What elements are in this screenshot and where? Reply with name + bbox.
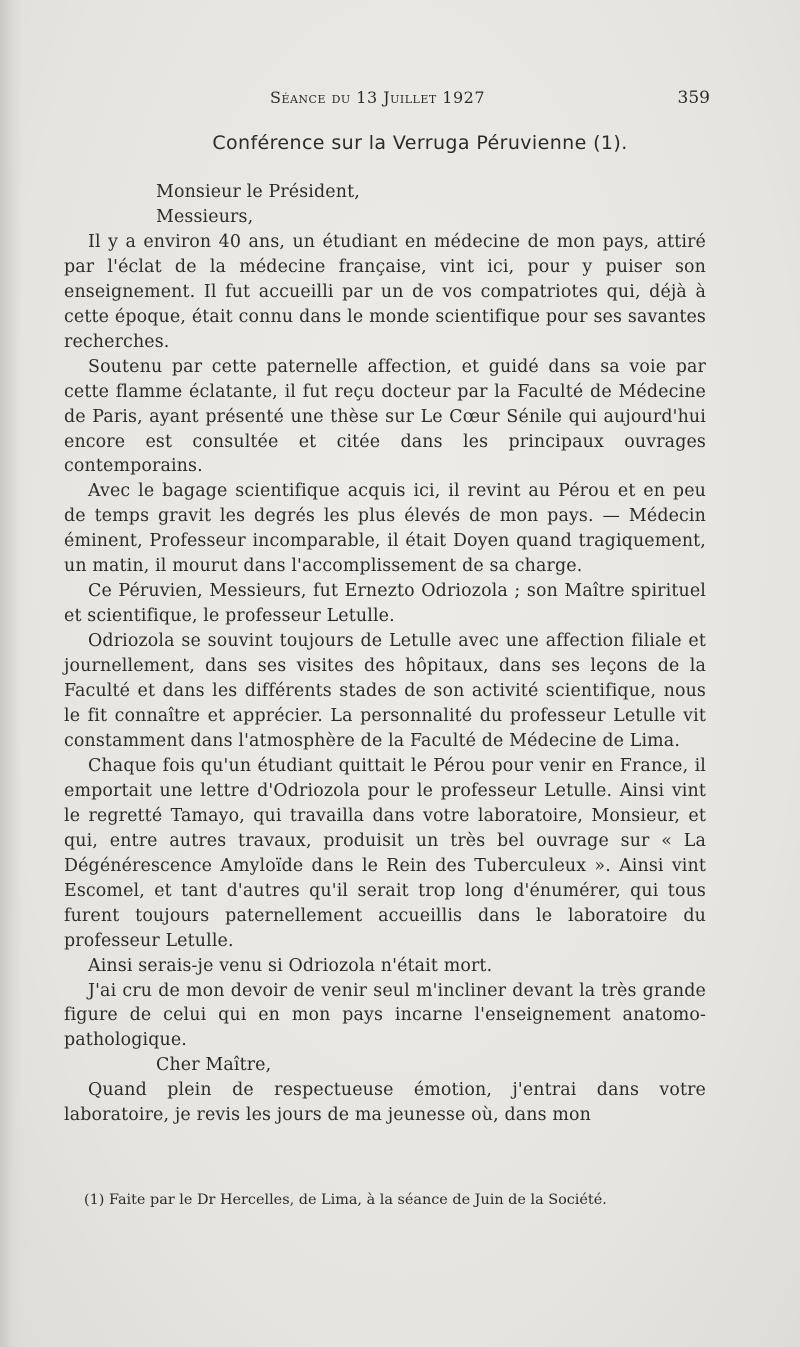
paragraph: Quand plein de respectueuse émotion, j'entrai dans votre laboratoire, je revis les jours de ma jeunesse où, dans mon xyxy=(64,1080,706,1126)
page-number: 359 xyxy=(677,88,710,108)
salutation-president: Monsieur le Président, xyxy=(156,182,360,202)
paragraph: J'ai cru de mon devoir de venir seul m'incliner devant la très grande figure de celui qui en mon pays incarne l'enseignement anatomo-pathologique. xyxy=(64,980,706,1051)
paragraph: Ce Péruvien, Messieurs, fut Ernezto Odriozola ; son Maître spirituel et scientifique, le professeur Letulle. xyxy=(64,581,706,627)
page-title: Conférence sur la Verruga Péruvienne (1). xyxy=(212,132,628,154)
paragraph: Ainsi serais-je venu si Odriozola n'était mort. xyxy=(88,955,493,976)
paragraph: Avec le bagage scientifique acquis ici, il revint au Pérou et en peu de temps gravit les degrés les plus élevés de mon pays. — Médecin éminent, Professeur incomparable, il était Doyen quand tragiquement, un matin, il mourut dans l'accomplissement de sa charge. xyxy=(64,481,706,577)
page-left-edge xyxy=(0,0,22,1347)
salutation-cher-maitre: Cher Maître, xyxy=(156,1055,272,1076)
paragraph: Soutenu par cette paternelle affection, et guidé dans sa voie par cette flamme éclatante, il fut reçu docteur par la Faculté de Médecine de Paris, ayant présenté une thèse sur Le Cœur Sénile qui aujourd'hui encore est consultée et citée dans les principaux ouvrages contemporains. xyxy=(64,356,706,477)
paragraph: Il y a environ 40 ans, un étudiant en médecine de mon pays, attiré par l'éclat de la médecine française, vint ici, pour y puiser son enseignement. Il fut accueilli par un de vos compatriotes qui, déjà à cette époque, était connu dans le monde scientifique pour ses savantes recherches. xyxy=(64,231,706,352)
salutation-messieurs: Messieurs, xyxy=(156,206,254,227)
page-header xyxy=(0,88,800,112)
running-head: Séance du 13 Juillet 1927 xyxy=(270,88,486,107)
body-text xyxy=(64,180,706,1128)
footnote: (1) Faite par le Dr Hercelles, de Lima, à la séance de Juin de la Société. xyxy=(84,1192,607,1208)
paragraph: Odriozola se souvint toujours de Letulle avec une affection filiale et journellement, dans ses visites des hôpitaux, dans ses leçons de la Faculté et dans les différents stades de son activité scientifique, nous le fit connaître et apprécier. La personnalité du professeur Letulle vit constamment dans l'atmosphère de la Faculté de Médecine de Lima. xyxy=(64,631,706,751)
paragraph: Chaque fois qu'un étudiant quittait le Pérou pour venir en France, il emportait une lettre d'Odriozola pour le professeur Letulle. Ainsi vint le regretté Tamayo, qui travailla dans votre laboratoire, Monsieur, et qui, entre autres travaux, produisit un très bel ouvrage sur « La Dégénérescence Amyloïde dans le Rein des Tuberculeux ». Ainsi vint Escomel, et tant d'autres qu'il serait trop long d'énumérer, qui tous furent toujours paternellement accueillis dans le laboratoire du professeur Letulle. xyxy=(64,755,706,951)
